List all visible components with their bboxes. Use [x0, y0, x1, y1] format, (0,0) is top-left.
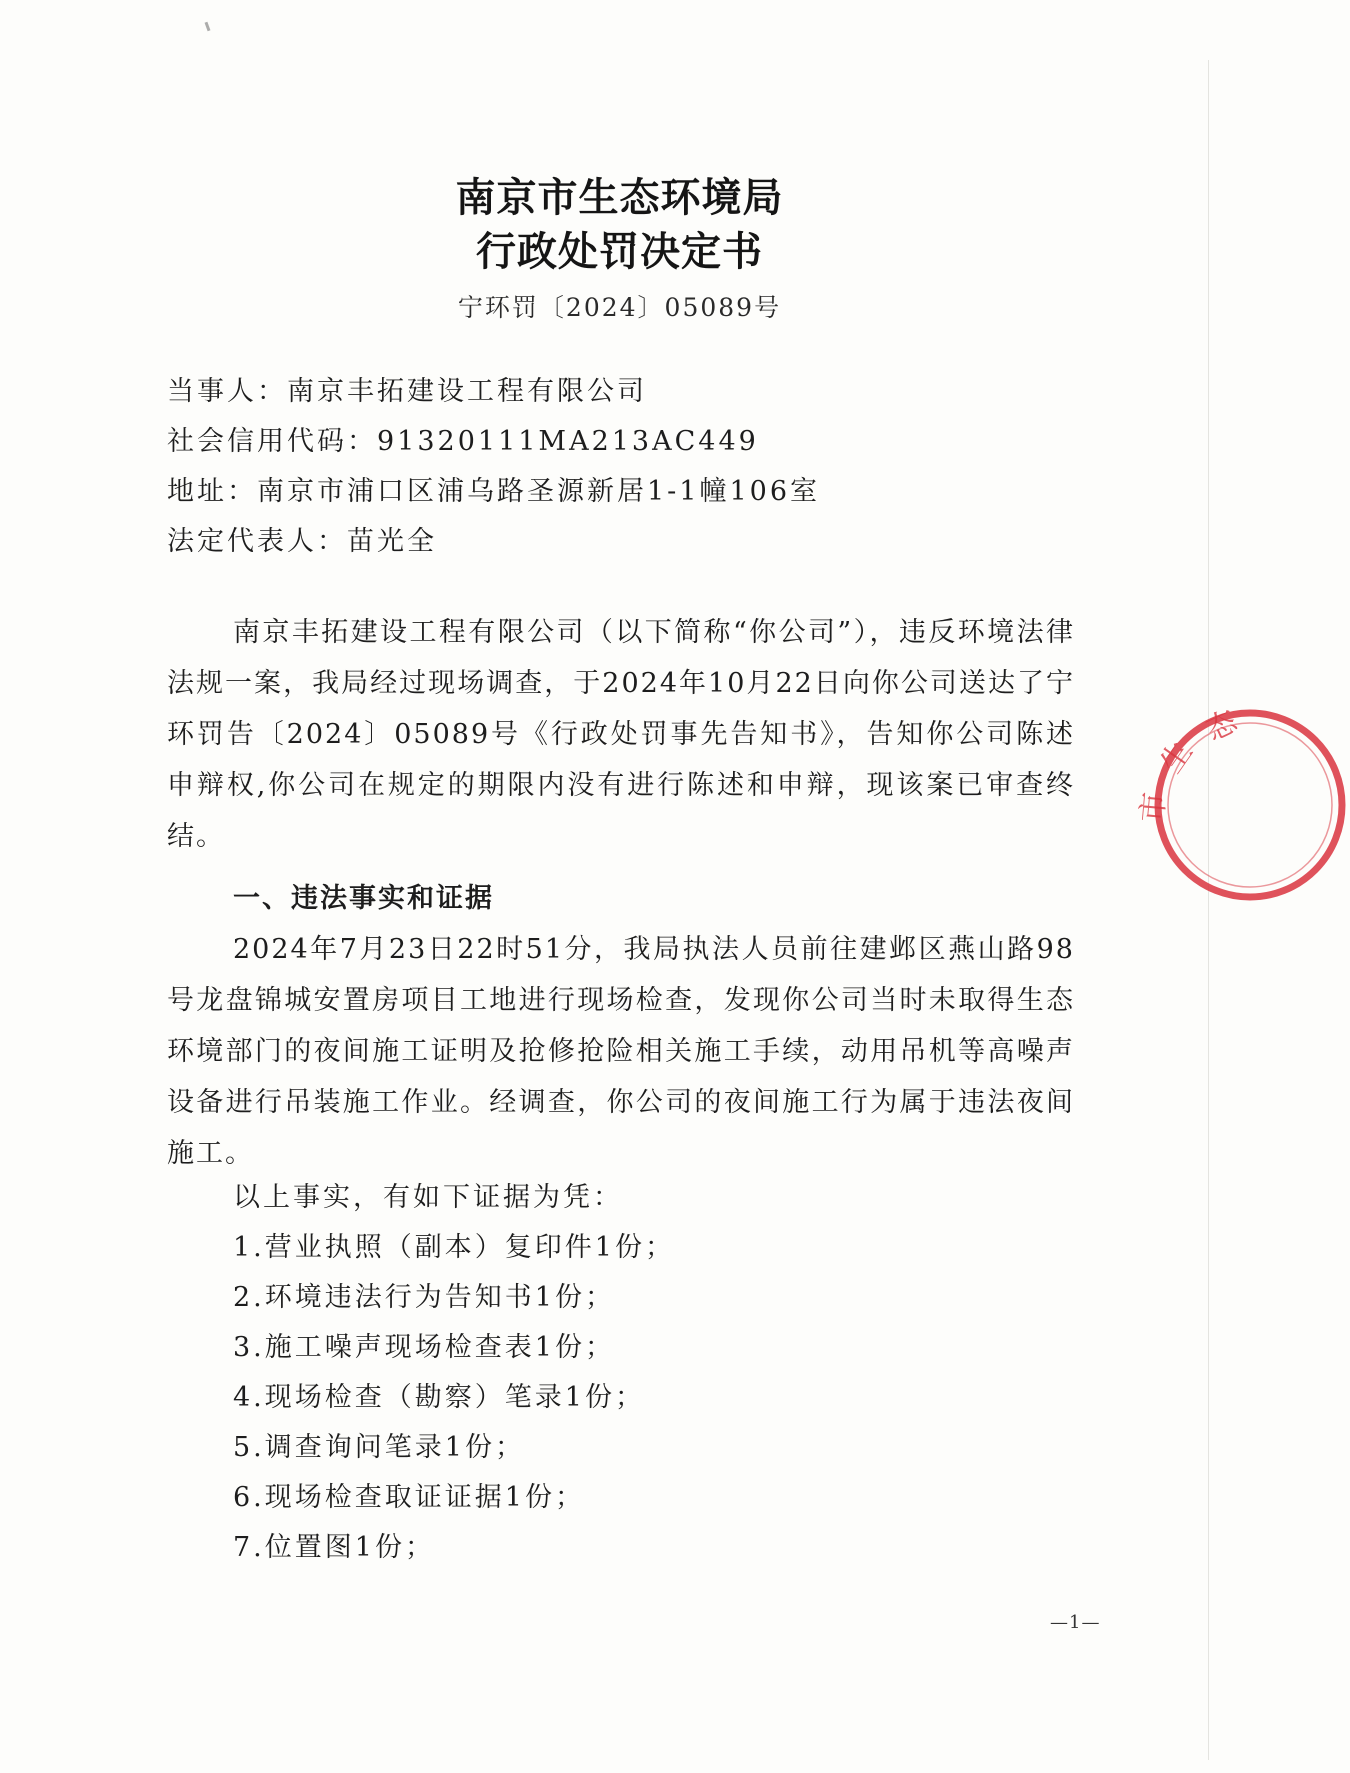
official-seal-icon: [1135, 703, 1350, 905]
evidence-item: 2.环境违法行为告知书1份；: [233, 1282, 615, 1313]
section-heading-facts: 一、违法事实和证据: [233, 883, 494, 914]
evidence-intro: 以上事实，有如下证据为凭：: [233, 1182, 623, 1213]
social-credit-code: 社会信用代码：91320111MA213AC449: [167, 426, 759, 457]
evidence-item: 6.现场检查取证证据1份；: [233, 1482, 585, 1513]
facts-paragraph: 2024年7月23日22时51分，我局执法人员前往建邺区燕山路98号龙盘锦城安置房项目工地进行现场检查，发现你公司当时未取得生态环境部门的夜间施工证明及抢修抢险相关施工手续，动用吊机等高噪声设备进行吊装施工作业。经调查，你公司的夜间施工行为属于违法夜间施工。: [167, 934, 1075, 1169]
evidence-item: 4.现场检查（勘察）笔录1份；: [233, 1382, 645, 1413]
evidence-item: 7.位置图1份；: [233, 1532, 435, 1563]
document-number: 宁环罚〔2024〕05089号: [457, 293, 782, 322]
scan-speck: [205, 22, 211, 31]
svg-text:生: 生: [1153, 734, 1200, 780]
party-name: 当事人：南京丰拓建设工程有限公司: [167, 376, 647, 407]
evidence-item: 3.施工噪声现场检查表1份；: [233, 1332, 615, 1363]
evidence-item: 5.调查询问笔录1份；: [233, 1432, 525, 1463]
title-line-1: 南京市生态环境局: [455, 175, 784, 221]
intro-paragraph: 南京丰拓建设工程有限公司（以下简称“你公司”），违反环境法律法规一案，我局经过现场调查，于2024年10月22日向你公司送达了宁环罚告〔2024〕05089号《行政处罚事先告知书》，告知你公司陈述申辩权,你公司在规定的期限内没有进行陈述和申辩，现该案已审查终结。: [167, 617, 1075, 852]
svg-text:市: 市: [1135, 790, 1173, 824]
page-number: —1—: [1050, 1612, 1101, 1633]
party-address: 地址：南京市浦口区浦乌路圣源新居1-1幢106室: [167, 476, 821, 507]
title-line-2: 行政处罚决定书: [476, 229, 763, 275]
svg-text:态: 态: [1200, 703, 1243, 749]
evidence-item: 1.营业执照（副本）复印件1份；: [233, 1232, 675, 1263]
legal-representative: 法定代表人：苗光全: [167, 526, 437, 557]
